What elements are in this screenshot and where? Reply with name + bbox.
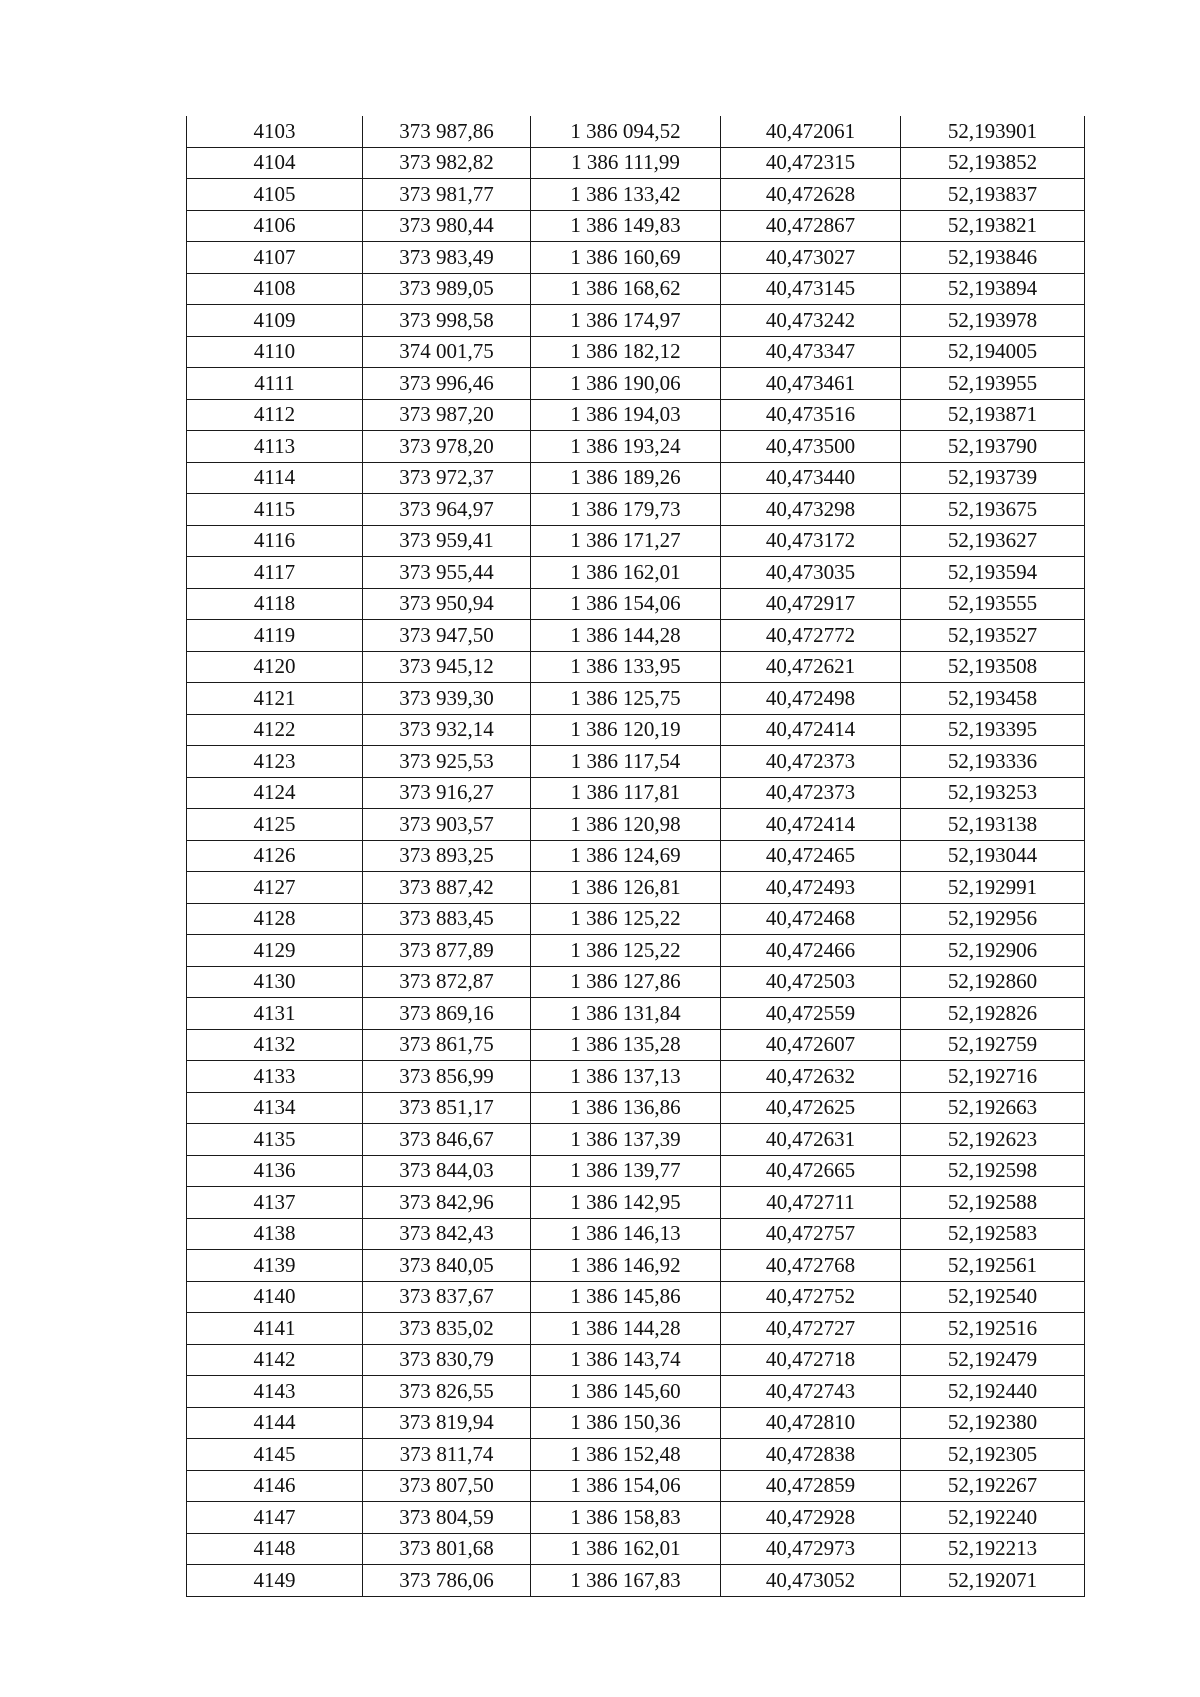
x-coordinate-cell: 373 786,06 bbox=[363, 1565, 531, 1597]
x-coordinate-cell: 373 835,02 bbox=[363, 1313, 531, 1345]
longitude-cell: 40,473500 bbox=[721, 431, 901, 463]
longitude-cell: 40,472373 bbox=[721, 777, 901, 809]
point-number-cell: 4104 bbox=[187, 147, 363, 179]
longitude-cell: 40,472315 bbox=[721, 147, 901, 179]
table-row bbox=[187, 746, 1085, 778]
table-row bbox=[187, 1502, 1085, 1534]
point-number-cell: 4146 bbox=[187, 1470, 363, 1502]
longitude-cell: 40,473172 bbox=[721, 525, 901, 557]
point-number-cell: 4140 bbox=[187, 1281, 363, 1313]
y-coordinate-cell: 1 386 194,03 bbox=[531, 399, 721, 431]
longitude-cell: 40,472772 bbox=[721, 620, 901, 652]
point-number-cell: 4137 bbox=[187, 1187, 363, 1219]
x-coordinate-cell: 373 998,58 bbox=[363, 305, 531, 337]
coordinates-table bbox=[186, 116, 1085, 1597]
y-coordinate-cell: 1 386 190,06 bbox=[531, 368, 721, 400]
x-coordinate-cell: 373 883,45 bbox=[363, 903, 531, 935]
table-row bbox=[187, 1439, 1085, 1471]
table-row bbox=[187, 1344, 1085, 1376]
x-coordinate-cell: 373 955,44 bbox=[363, 557, 531, 589]
latitude-cell: 52,192598 bbox=[901, 1155, 1085, 1187]
latitude-cell: 52,193821 bbox=[901, 210, 1085, 242]
y-coordinate-cell: 1 386 144,28 bbox=[531, 620, 721, 652]
x-coordinate-cell: 373 893,25 bbox=[363, 840, 531, 872]
x-coordinate-cell: 373 989,05 bbox=[363, 273, 531, 305]
latitude-cell: 52,192540 bbox=[901, 1281, 1085, 1313]
x-coordinate-cell: 373 978,20 bbox=[363, 431, 531, 463]
latitude-cell: 52,193627 bbox=[901, 525, 1085, 557]
table-row bbox=[187, 998, 1085, 1030]
x-coordinate-cell: 373 869,16 bbox=[363, 998, 531, 1030]
y-coordinate-cell: 1 386 179,73 bbox=[531, 494, 721, 526]
x-coordinate-cell: 373 982,82 bbox=[363, 147, 531, 179]
table-row bbox=[187, 1187, 1085, 1219]
x-coordinate-cell: 373 964,97 bbox=[363, 494, 531, 526]
table-row bbox=[187, 368, 1085, 400]
longitude-cell: 40,472468 bbox=[721, 903, 901, 935]
point-number-cell: 4144 bbox=[187, 1407, 363, 1439]
latitude-cell: 52,193901 bbox=[901, 116, 1085, 147]
y-coordinate-cell: 1 386 189,26 bbox=[531, 462, 721, 494]
y-coordinate-cell: 1 386 154,06 bbox=[531, 588, 721, 620]
x-coordinate-cell: 373 861,75 bbox=[363, 1029, 531, 1061]
y-coordinate-cell: 1 386 139,77 bbox=[531, 1155, 721, 1187]
point-number-cell: 4128 bbox=[187, 903, 363, 935]
point-number-cell: 4107 bbox=[187, 242, 363, 274]
x-coordinate-cell: 373 987,86 bbox=[363, 116, 531, 147]
latitude-cell: 52,193508 bbox=[901, 651, 1085, 683]
longitude-cell: 40,472810 bbox=[721, 1407, 901, 1439]
latitude-cell: 52,193790 bbox=[901, 431, 1085, 463]
point-number-cell: 4142 bbox=[187, 1344, 363, 1376]
point-number-cell: 4123 bbox=[187, 746, 363, 778]
x-coordinate-cell: 373 826,55 bbox=[363, 1376, 531, 1408]
table-row bbox=[187, 525, 1085, 557]
point-number-cell: 4109 bbox=[187, 305, 363, 337]
point-number-cell: 4126 bbox=[187, 840, 363, 872]
y-coordinate-cell: 1 386 150,36 bbox=[531, 1407, 721, 1439]
table-row bbox=[187, 620, 1085, 652]
y-coordinate-cell: 1 386 127,86 bbox=[531, 966, 721, 998]
y-coordinate-cell: 1 386 117,54 bbox=[531, 746, 721, 778]
x-coordinate-cell: 373 972,37 bbox=[363, 462, 531, 494]
x-coordinate-cell: 373 844,03 bbox=[363, 1155, 531, 1187]
point-number-cell: 4106 bbox=[187, 210, 363, 242]
longitude-cell: 40,472631 bbox=[721, 1124, 901, 1156]
x-coordinate-cell: 373 996,46 bbox=[363, 368, 531, 400]
longitude-cell: 40,472867 bbox=[721, 210, 901, 242]
table-row bbox=[187, 1092, 1085, 1124]
y-coordinate-cell: 1 386 158,83 bbox=[531, 1502, 721, 1534]
point-number-cell: 4133 bbox=[187, 1061, 363, 1093]
point-number-cell: 4110 bbox=[187, 336, 363, 368]
table-row bbox=[187, 777, 1085, 809]
latitude-cell: 52,193555 bbox=[901, 588, 1085, 620]
point-number-cell: 4105 bbox=[187, 179, 363, 211]
latitude-cell: 52,193739 bbox=[901, 462, 1085, 494]
point-number-cell: 4108 bbox=[187, 273, 363, 305]
point-number-cell: 4115 bbox=[187, 494, 363, 526]
x-coordinate-cell: 373 830,79 bbox=[363, 1344, 531, 1376]
x-coordinate-cell: 373 903,57 bbox=[363, 809, 531, 841]
y-coordinate-cell: 1 386 162,01 bbox=[531, 1533, 721, 1565]
table-row bbox=[187, 840, 1085, 872]
y-coordinate-cell: 1 386 136,86 bbox=[531, 1092, 721, 1124]
longitude-cell: 40,472859 bbox=[721, 1470, 901, 1502]
latitude-cell: 52,193395 bbox=[901, 714, 1085, 746]
latitude-cell: 52,193527 bbox=[901, 620, 1085, 652]
longitude-cell: 40,473440 bbox=[721, 462, 901, 494]
table-row bbox=[187, 462, 1085, 494]
latitude-cell: 52,192240 bbox=[901, 1502, 1085, 1534]
latitude-cell: 52,194005 bbox=[901, 336, 1085, 368]
latitude-cell: 52,193336 bbox=[901, 746, 1085, 778]
x-coordinate-cell: 373 804,59 bbox=[363, 1502, 531, 1534]
point-number-cell: 4124 bbox=[187, 777, 363, 809]
latitude-cell: 52,192583 bbox=[901, 1218, 1085, 1250]
table-row bbox=[187, 1376, 1085, 1408]
longitude-cell: 40,472621 bbox=[721, 651, 901, 683]
latitude-cell: 52,192663 bbox=[901, 1092, 1085, 1124]
point-number-cell: 4113 bbox=[187, 431, 363, 463]
latitude-cell: 52,193253 bbox=[901, 777, 1085, 809]
x-coordinate-cell: 373 801,68 bbox=[363, 1533, 531, 1565]
x-coordinate-cell: 373 811,74 bbox=[363, 1439, 531, 1471]
longitude-cell: 40,472768 bbox=[721, 1250, 901, 1282]
point-number-cell: 4132 bbox=[187, 1029, 363, 1061]
y-coordinate-cell: 1 386 111,99 bbox=[531, 147, 721, 179]
y-coordinate-cell: 1 386 142,95 bbox=[531, 1187, 721, 1219]
x-coordinate-cell: 373 846,67 bbox=[363, 1124, 531, 1156]
y-coordinate-cell: 1 386 137,39 bbox=[531, 1124, 721, 1156]
y-coordinate-cell: 1 386 126,81 bbox=[531, 872, 721, 904]
latitude-cell: 52,193852 bbox=[901, 147, 1085, 179]
table-row bbox=[187, 1407, 1085, 1439]
latitude-cell: 52,192826 bbox=[901, 998, 1085, 1030]
table-row bbox=[187, 557, 1085, 589]
point-number-cell: 4121 bbox=[187, 683, 363, 715]
x-coordinate-cell: 373 819,94 bbox=[363, 1407, 531, 1439]
point-number-cell: 4114 bbox=[187, 462, 363, 494]
x-coordinate-cell: 373 983,49 bbox=[363, 242, 531, 274]
longitude-cell: 40,473347 bbox=[721, 336, 901, 368]
latitude-cell: 52,192561 bbox=[901, 1250, 1085, 1282]
point-number-cell: 4127 bbox=[187, 872, 363, 904]
y-coordinate-cell: 1 386 182,12 bbox=[531, 336, 721, 368]
x-coordinate-cell: 373 856,99 bbox=[363, 1061, 531, 1093]
x-coordinate-cell: 373 987,20 bbox=[363, 399, 531, 431]
latitude-cell: 52,192440 bbox=[901, 1376, 1085, 1408]
table-row bbox=[187, 116, 1085, 147]
latitude-cell: 52,192305 bbox=[901, 1439, 1085, 1471]
x-coordinate-cell: 373 877,89 bbox=[363, 935, 531, 967]
x-coordinate-cell: 373 945,12 bbox=[363, 651, 531, 683]
x-coordinate-cell: 373 842,43 bbox=[363, 1218, 531, 1250]
latitude-cell: 52,192267 bbox=[901, 1470, 1085, 1502]
point-number-cell: 4130 bbox=[187, 966, 363, 998]
latitude-cell: 52,192906 bbox=[901, 935, 1085, 967]
y-coordinate-cell: 1 386 146,92 bbox=[531, 1250, 721, 1282]
y-coordinate-cell: 1 386 125,75 bbox=[531, 683, 721, 715]
x-coordinate-cell: 373 947,50 bbox=[363, 620, 531, 652]
latitude-cell: 52,193837 bbox=[901, 179, 1085, 211]
point-number-cell: 4148 bbox=[187, 1533, 363, 1565]
table-row bbox=[187, 588, 1085, 620]
table-row bbox=[187, 399, 1085, 431]
y-coordinate-cell: 1 386 171,27 bbox=[531, 525, 721, 557]
longitude-cell: 40,472727 bbox=[721, 1313, 901, 1345]
longitude-cell: 40,472503 bbox=[721, 966, 901, 998]
table-row bbox=[187, 1565, 1085, 1597]
y-coordinate-cell: 1 386 117,81 bbox=[531, 777, 721, 809]
longitude-cell: 40,472917 bbox=[721, 588, 901, 620]
longitude-cell: 40,473052 bbox=[721, 1565, 901, 1597]
table-row bbox=[187, 1250, 1085, 1282]
point-number-cell: 4149 bbox=[187, 1565, 363, 1597]
x-coordinate-cell: 373 925,53 bbox=[363, 746, 531, 778]
y-coordinate-cell: 1 386 168,62 bbox=[531, 273, 721, 305]
table-row bbox=[187, 1061, 1085, 1093]
y-coordinate-cell: 1 386 120,19 bbox=[531, 714, 721, 746]
latitude-cell: 52,193894 bbox=[901, 273, 1085, 305]
y-coordinate-cell: 1 386 135,28 bbox=[531, 1029, 721, 1061]
latitude-cell: 52,192860 bbox=[901, 966, 1085, 998]
table-row bbox=[187, 431, 1085, 463]
y-coordinate-cell: 1 386 133,42 bbox=[531, 179, 721, 211]
x-coordinate-cell: 373 959,41 bbox=[363, 525, 531, 557]
x-coordinate-cell: 373 807,50 bbox=[363, 1470, 531, 1502]
y-coordinate-cell: 1 386 145,60 bbox=[531, 1376, 721, 1408]
latitude-cell: 52,193138 bbox=[901, 809, 1085, 841]
table-row bbox=[187, 147, 1085, 179]
longitude-cell: 40,472061 bbox=[721, 116, 901, 147]
longitude-cell: 40,472928 bbox=[721, 1502, 901, 1534]
latitude-cell: 52,193458 bbox=[901, 683, 1085, 715]
table-row bbox=[187, 336, 1085, 368]
table-row bbox=[187, 494, 1085, 526]
point-number-cell: 4122 bbox=[187, 714, 363, 746]
table-row bbox=[187, 1155, 1085, 1187]
latitude-cell: 52,193978 bbox=[901, 305, 1085, 337]
y-coordinate-cell: 1 386 143,74 bbox=[531, 1344, 721, 1376]
latitude-cell: 52,192991 bbox=[901, 872, 1085, 904]
table-row bbox=[187, 273, 1085, 305]
point-number-cell: 4129 bbox=[187, 935, 363, 967]
point-number-cell: 4134 bbox=[187, 1092, 363, 1124]
x-coordinate-cell: 373 840,05 bbox=[363, 1250, 531, 1282]
y-coordinate-cell: 1 386 174,97 bbox=[531, 305, 721, 337]
longitude-cell: 40,473145 bbox=[721, 273, 901, 305]
y-coordinate-cell: 1 386 125,22 bbox=[531, 935, 721, 967]
y-coordinate-cell: 1 386 094,52 bbox=[531, 116, 721, 147]
x-coordinate-cell: 373 980,44 bbox=[363, 210, 531, 242]
table-row bbox=[187, 809, 1085, 841]
longitude-cell: 40,472718 bbox=[721, 1344, 901, 1376]
x-coordinate-cell: 373 916,27 bbox=[363, 777, 531, 809]
point-number-cell: 4141 bbox=[187, 1313, 363, 1345]
y-coordinate-cell: 1 386 167,83 bbox=[531, 1565, 721, 1597]
table-row bbox=[187, 1281, 1085, 1313]
y-coordinate-cell: 1 386 133,95 bbox=[531, 651, 721, 683]
y-coordinate-cell: 1 386 145,86 bbox=[531, 1281, 721, 1313]
x-coordinate-cell: 373 872,87 bbox=[363, 966, 531, 998]
x-coordinate-cell: 373 887,42 bbox=[363, 872, 531, 904]
table-row bbox=[187, 935, 1085, 967]
table-row bbox=[187, 1533, 1085, 1565]
point-number-cell: 4147 bbox=[187, 1502, 363, 1534]
y-coordinate-cell: 1 386 146,13 bbox=[531, 1218, 721, 1250]
y-coordinate-cell: 1 386 162,01 bbox=[531, 557, 721, 589]
table-row bbox=[187, 714, 1085, 746]
point-number-cell: 4116 bbox=[187, 525, 363, 557]
latitude-cell: 52,193955 bbox=[901, 368, 1085, 400]
longitude-cell: 40,472757 bbox=[721, 1218, 901, 1250]
table-row bbox=[187, 305, 1085, 337]
table-row bbox=[187, 1029, 1085, 1061]
longitude-cell: 40,472632 bbox=[721, 1061, 901, 1093]
latitude-cell: 52,193594 bbox=[901, 557, 1085, 589]
x-coordinate-cell: 373 950,94 bbox=[363, 588, 531, 620]
longitude-cell: 40,472493 bbox=[721, 872, 901, 904]
longitude-cell: 40,473461 bbox=[721, 368, 901, 400]
longitude-cell: 40,472607 bbox=[721, 1029, 901, 1061]
longitude-cell: 40,473027 bbox=[721, 242, 901, 274]
longitude-cell: 40,472625 bbox=[721, 1092, 901, 1124]
latitude-cell: 52,192380 bbox=[901, 1407, 1085, 1439]
x-coordinate-cell: 373 842,96 bbox=[363, 1187, 531, 1219]
x-coordinate-cell: 373 837,67 bbox=[363, 1281, 531, 1313]
latitude-cell: 52,192071 bbox=[901, 1565, 1085, 1597]
table-row bbox=[187, 1470, 1085, 1502]
longitude-cell: 40,473298 bbox=[721, 494, 901, 526]
point-number-cell: 4135 bbox=[187, 1124, 363, 1156]
y-coordinate-cell: 1 386 152,48 bbox=[531, 1439, 721, 1471]
table-row bbox=[187, 1218, 1085, 1250]
latitude-cell: 52,193871 bbox=[901, 399, 1085, 431]
latitude-cell: 52,192516 bbox=[901, 1313, 1085, 1345]
longitude-cell: 40,472559 bbox=[721, 998, 901, 1030]
y-coordinate-cell: 1 386 144,28 bbox=[531, 1313, 721, 1345]
latitude-cell: 52,192716 bbox=[901, 1061, 1085, 1093]
coordinates-table-body bbox=[187, 116, 1085, 1596]
longitude-cell: 40,472973 bbox=[721, 1533, 901, 1565]
point-number-cell: 4136 bbox=[187, 1155, 363, 1187]
longitude-cell: 40,472465 bbox=[721, 840, 901, 872]
latitude-cell: 52,192956 bbox=[901, 903, 1085, 935]
longitude-cell: 40,472743 bbox=[721, 1376, 901, 1408]
table-row bbox=[187, 903, 1085, 935]
point-number-cell: 4143 bbox=[187, 1376, 363, 1408]
y-coordinate-cell: 1 386 154,06 bbox=[531, 1470, 721, 1502]
x-coordinate-cell: 373 932,14 bbox=[363, 714, 531, 746]
y-coordinate-cell: 1 386 149,83 bbox=[531, 210, 721, 242]
longitude-cell: 40,472373 bbox=[721, 746, 901, 778]
longitude-cell: 40,472414 bbox=[721, 809, 901, 841]
latitude-cell: 52,193675 bbox=[901, 494, 1085, 526]
longitude-cell: 40,472665 bbox=[721, 1155, 901, 1187]
longitude-cell: 40,472414 bbox=[721, 714, 901, 746]
longitude-cell: 40,472752 bbox=[721, 1281, 901, 1313]
y-coordinate-cell: 1 386 120,98 bbox=[531, 809, 721, 841]
y-coordinate-cell: 1 386 160,69 bbox=[531, 242, 721, 274]
x-coordinate-cell: 373 851,17 bbox=[363, 1092, 531, 1124]
latitude-cell: 52,193846 bbox=[901, 242, 1085, 274]
longitude-cell: 40,473035 bbox=[721, 557, 901, 589]
point-number-cell: 4120 bbox=[187, 651, 363, 683]
point-number-cell: 4103 bbox=[187, 116, 363, 147]
y-coordinate-cell: 1 386 124,69 bbox=[531, 840, 721, 872]
table-row bbox=[187, 966, 1085, 998]
table-row bbox=[187, 1313, 1085, 1345]
y-coordinate-cell: 1 386 131,84 bbox=[531, 998, 721, 1030]
table-row bbox=[187, 242, 1085, 274]
longitude-cell: 40,472838 bbox=[721, 1439, 901, 1471]
longitude-cell: 40,473516 bbox=[721, 399, 901, 431]
y-coordinate-cell: 1 386 137,13 bbox=[531, 1061, 721, 1093]
longitude-cell: 40,472628 bbox=[721, 179, 901, 211]
point-number-cell: 4111 bbox=[187, 368, 363, 400]
y-coordinate-cell: 1 386 125,22 bbox=[531, 903, 721, 935]
latitude-cell: 52,193044 bbox=[901, 840, 1085, 872]
latitude-cell: 52,192759 bbox=[901, 1029, 1085, 1061]
table-row bbox=[187, 179, 1085, 211]
x-coordinate-cell: 373 939,30 bbox=[363, 683, 531, 715]
point-number-cell: 4118 bbox=[187, 588, 363, 620]
x-coordinate-cell: 373 981,77 bbox=[363, 179, 531, 211]
longitude-cell: 40,472498 bbox=[721, 683, 901, 715]
table-row bbox=[187, 210, 1085, 242]
point-number-cell: 4138 bbox=[187, 1218, 363, 1250]
table-row bbox=[187, 872, 1085, 904]
point-number-cell: 4119 bbox=[187, 620, 363, 652]
point-number-cell: 4125 bbox=[187, 809, 363, 841]
table-row bbox=[187, 1124, 1085, 1156]
longitude-cell: 40,472466 bbox=[721, 935, 901, 967]
table-row bbox=[187, 683, 1085, 715]
x-coordinate-cell: 374 001,75 bbox=[363, 336, 531, 368]
point-number-cell: 4117 bbox=[187, 557, 363, 589]
point-number-cell: 4112 bbox=[187, 399, 363, 431]
latitude-cell: 52,192213 bbox=[901, 1533, 1085, 1565]
point-number-cell: 4131 bbox=[187, 998, 363, 1030]
longitude-cell: 40,472711 bbox=[721, 1187, 901, 1219]
latitude-cell: 52,192479 bbox=[901, 1344, 1085, 1376]
table-row bbox=[187, 651, 1085, 683]
y-coordinate-cell: 1 386 193,24 bbox=[531, 431, 721, 463]
latitude-cell: 52,192588 bbox=[901, 1187, 1085, 1219]
latitude-cell: 52,192623 bbox=[901, 1124, 1085, 1156]
point-number-cell: 4145 bbox=[187, 1439, 363, 1471]
longitude-cell: 40,473242 bbox=[721, 305, 901, 337]
point-number-cell: 4139 bbox=[187, 1250, 363, 1282]
